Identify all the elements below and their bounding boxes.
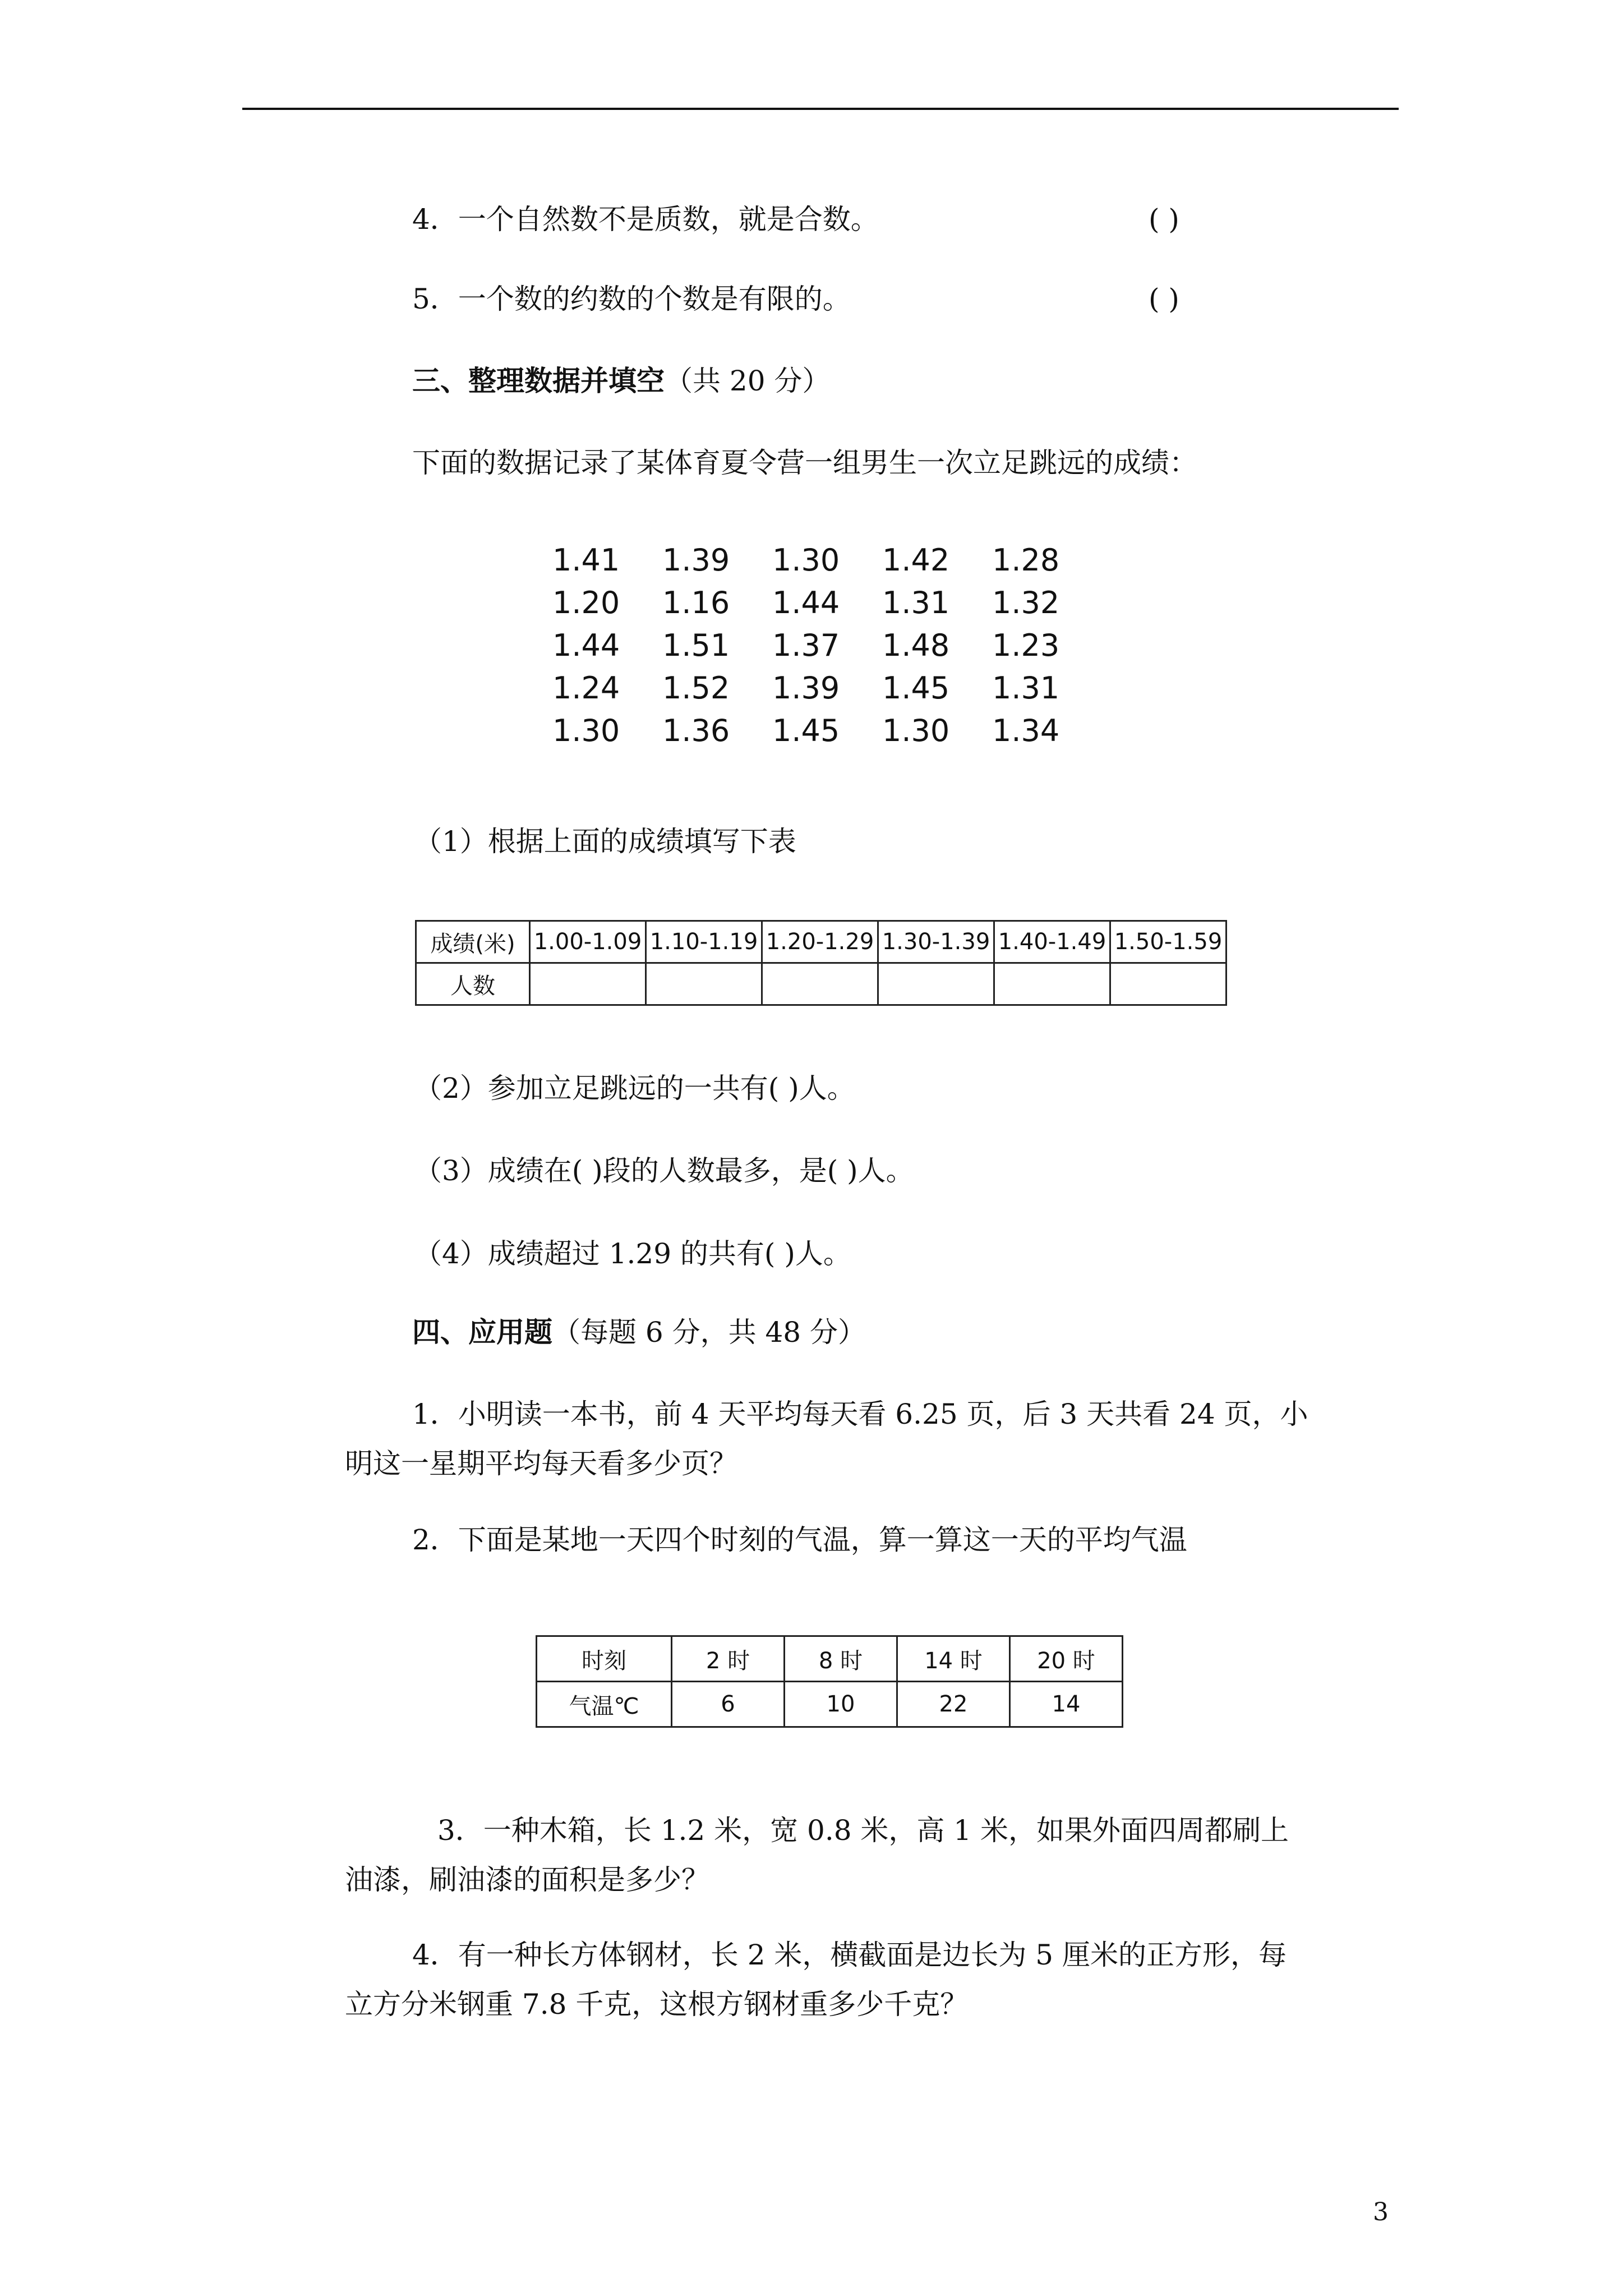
problem-1-line-2: 明这一星期平均每天看多少页？ — [345, 1447, 737, 1480]
time-label: 时刻 — [537, 1636, 672, 1682]
raw-data-cell: 1.39 — [772, 670, 840, 706]
question-2: （2）参加立足跳远的一共有( )人。 — [414, 1072, 855, 1105]
section-3-title: 三、整理数据并填空 — [412, 364, 665, 397]
temperature-cell: 10 — [785, 1682, 897, 1727]
score-frequency-table — [415, 920, 1227, 1006]
raw-data-cell: 1.44 — [772, 585, 840, 620]
raw-data-cell: 1.34 — [992, 712, 1060, 748]
score-range-header: 1.00-1.09 — [530, 921, 646, 963]
raw-data-cell: 1.23 — [992, 627, 1060, 663]
temperature-cell: 14 — [1010, 1682, 1123, 1727]
raw-data-cell: 1.42 — [882, 542, 950, 578]
raw-data-cell: 1.41 — [552, 542, 620, 578]
count-label: 人数 — [416, 963, 530, 1005]
count-blank-cell[interactable] — [762, 963, 878, 1005]
problem-3-line-1: 3．一种木箱，长 1.2 米，宽 0.8 米，高 1 米，如果外面四周都刷上 — [437, 1814, 1289, 1847]
score-range-header: 1.40-1.49 — [994, 921, 1110, 963]
raw-data-cell: 1.30 — [552, 712, 620, 748]
raw-data-cell: 1.36 — [662, 712, 730, 748]
raw-data-cell: 1.37 — [772, 627, 840, 663]
raw-data-cell: 1.28 — [992, 542, 1060, 578]
problem-3-line-2: 油漆，刷油漆的面积是多少？ — [345, 1864, 709, 1896]
score-table-count-row — [416, 963, 1227, 1005]
raw-data-cell: 1.32 — [992, 585, 1060, 620]
section-3-intro: 下面的数据记录了某体育夏令营一组男生一次立足跳远的成绩： — [412, 447, 1197, 479]
problem-1-line-1: 1．小明读一本书，前 4 天平均每天看 6.25 页，后 3 天共看 24 页，小 — [412, 1398, 1308, 1430]
temperature-table — [536, 1635, 1123, 1728]
problem-4-line-1: 4．有一种长方体钢材，长 2 米，横截面是边长为 5 厘米的正方形，每 — [412, 1939, 1287, 1971]
raw-data-cell: 1.30 — [882, 712, 950, 748]
raw-data-cell: 1.31 — [882, 585, 950, 620]
temp-table-time-row — [537, 1636, 1123, 1682]
raw-data-row — [552, 709, 1102, 752]
score-table-header-row — [416, 921, 1227, 963]
raw-data-grid — [552, 539, 1102, 752]
count-blank-cell[interactable] — [646, 963, 762, 1005]
score-range-header: 1.30-1.39 — [878, 921, 994, 963]
raw-data-row — [552, 539, 1102, 581]
time-cell: 20 时 — [1010, 1636, 1123, 1682]
problem-4-line-2: 立方分米钢重 7.8 千克，这根方钢材重多少千克？ — [345, 1988, 969, 2021]
section-3-score: （共 20 分） — [665, 365, 831, 397]
temperature-cell: 22 — [897, 1682, 1010, 1727]
count-blank-cell[interactable] — [994, 963, 1110, 1005]
raw-data-cell: 1.20 — [552, 585, 620, 620]
raw-data-cell: 1.45 — [772, 712, 840, 748]
score-range-header: 1.50-1.59 — [1110, 921, 1227, 963]
judgement-item-4: 4．一个自然数不是质数，就是合数。 — [412, 203, 879, 236]
count-blank-cell[interactable] — [878, 963, 994, 1005]
temperature-cell: 6 — [672, 1682, 785, 1727]
raw-data-cell: 1.45 — [882, 670, 950, 706]
page-number: 3 — [1373, 2198, 1389, 2226]
raw-data-cell: 1.48 — [882, 627, 950, 663]
question-4: （4）成绩超过 1.29 的共有( )人。 — [414, 1237, 851, 1270]
header-rule — [242, 108, 1399, 110]
time-cell: 8 时 — [785, 1636, 897, 1682]
answer-bracket-4: ( ) — [1149, 203, 1179, 236]
temp-table-temp-row — [537, 1682, 1123, 1727]
raw-data-cell: 1.16 — [662, 585, 730, 620]
section-4-heading — [412, 1315, 866, 1349]
count-blank-cell[interactable] — [530, 963, 646, 1005]
raw-data-cell: 1.31 — [992, 670, 1060, 706]
question-1: （1）根据上面的成绩填写下表 — [414, 825, 796, 858]
raw-data-cell: 1.51 — [662, 627, 730, 663]
raw-data-cell: 1.39 — [662, 542, 730, 578]
raw-data-cell: 1.30 — [772, 542, 840, 578]
question-3: （3）成绩在( )段的人数最多，是( )人。 — [414, 1154, 914, 1187]
score-range-header: 1.10-1.19 — [646, 921, 762, 963]
score-header-label: 成绩(米) — [416, 921, 530, 963]
raw-data-cell: 1.52 — [662, 670, 730, 706]
section-3-heading — [412, 364, 831, 397]
count-blank-cell[interactable] — [1110, 963, 1227, 1005]
raw-data-cell: 1.44 — [552, 627, 620, 663]
judgement-item-5: 5．一个数的约数的个数是有限的。 — [412, 283, 851, 315]
answer-bracket-5: ( ) — [1149, 283, 1179, 315]
raw-data-row — [552, 581, 1102, 624]
raw-data-row — [552, 624, 1102, 666]
problem-2: 2．下面是某地一天四个时刻的气温，算一算这一天的平均气温 — [412, 1524, 1187, 1556]
score-range-header: 1.20-1.29 — [762, 921, 878, 963]
temperature-label: 气温℃ — [537, 1682, 672, 1727]
time-cell: 14 时 — [897, 1636, 1010, 1682]
raw-data-cell: 1.24 — [552, 670, 620, 706]
time-cell: 2 时 — [672, 1636, 785, 1682]
raw-data-row — [552, 666, 1102, 709]
section-4-title: 四、应用题 — [412, 1315, 552, 1349]
section-4-score: （每题 6 分，共 48 分） — [552, 1316, 866, 1349]
